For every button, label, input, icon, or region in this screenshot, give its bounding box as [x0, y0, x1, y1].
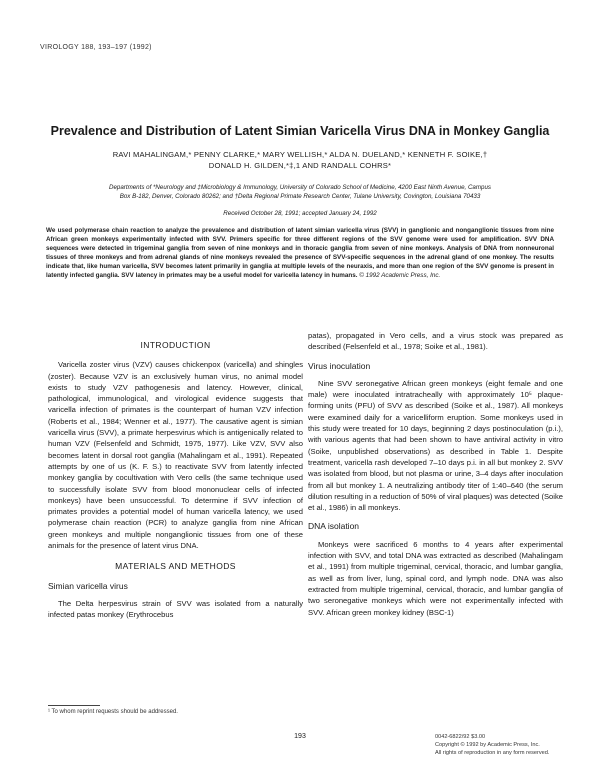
author-line-2: DONALD H. GILDEN,*‡,1 AND RANDALL COHRS* [208, 161, 392, 170]
copyright-line-2: Copyright © 1992 by Academic Press, Inc. [435, 742, 540, 748]
copyright-line-3: All rights of reproduction in any form reserved. [435, 750, 550, 756]
affiliation-line-1: Departments of *Neurology and ‡Microbiology & Immunology, University of Colorado School of Medicine, 4200 East Ninth Avenue, Campus [109, 184, 491, 191]
author-list [48, 149, 552, 171]
copyright-line-1: 0042-6822/92 $3.00 [435, 734, 486, 740]
journal-reference: VIROLOGY 188, 193–197 (1992) [40, 44, 152, 51]
right-column [308, 330, 563, 618]
article-title: Prevalence and Distribution of Latent Simian Varicella Virus DNA in Monkey Ganglia [50, 124, 550, 138]
received-date: Received October 28, 1991; accepted January 24, 1992 [223, 210, 377, 217]
footnote: ¹ To whom reprint requests should be addressed. [48, 709, 178, 715]
simian-virus-subheading: Simian varicella virus [48, 580, 128, 591]
author-line-1: RAVI MAHALINGAM,* PENNY CLARKE,* MARY WELLISH,* ALDA N. DUELAND,* KENNETH F. SOIKE,† [112, 150, 488, 159]
page-number: 193 [294, 733, 306, 740]
continued-paragraph: patas), propagated in Vero cells, and a virus stock was prepared as described (Felsenfeld et al., 1978; Soike et al., 1981). [308, 331, 563, 352]
simian-virus-paragraph: The Delta herpesvirus strain of SVV was isolated from a naturally infected patas monkey (Erythrocebus [48, 598, 303, 620]
left-column [48, 330, 303, 621]
virus-inoculation-subheading: Virus inoculation [308, 360, 371, 371]
methods-heading: MATERIALS AND METHODS [115, 561, 236, 572]
affiliation-line-2: Box B-182, Denver, Colorado 80262; and †Delta Regional Primate Research Center, Tulane University, Covington, Louisiana 70433 [119, 193, 481, 200]
virus-inoculation-paragraph: Nine SVV seronegative African green monkeys (eight female and one male) were inoculated intratracheally with approximately 10⁵ plaque-forming units (PFU) of SVV as described (Soike et al., 1987). All monkeys were examined daily for a varicelliform eruption. Some monkeys used in this study were treated for 10 days, beginning 2 days postinoculation (p.i.), with various agents that had been shown to have antiviral activity in vitro (Soike, unpublished observations) as described in Table 1. Despite treatment, varicella rash developed 7–10 days p.i. in all but monkey 2. SVV was isolated from blood, but not plasma or urine, 3–4 days after inoculation from all but monkey 1. A neutralizing antibody titer of 1:40–640 (the serum dilution resulting in a reduction of 50% of viral plaques) was detected (Soike et al., 1986) in all monkeys. [308, 378, 563, 513]
introduction-paragraph: Varicella zoster virus (VZV) causes chickenpox (varicella) and shingles (zoster). Because VZV is an exclusively human virus, no animal model exists to study VZV pathogenesis and latency. However, clinical, pathological, immunological, and virological evidence suggests that varicella infection of primates is the counterpart of human VZV infection (Roberts et al., 1984; Wenner et al., 1977). The causative agent is simian varicella virus (SVV), a primate herpesvirus which is antigenically related to human VZV (Felsenfeld and Schmidt, 1975, 1977). Like VZV, SVV also becomes latent in dorsal root ganglia (Mahalingam et al., 1991). Repeated attempts by one of us (K. F. S.) to reactivate SVV from latently infected monkey ganglia by cocultivation with Vero cells (the same technique used to successfully isolate SVV from blood mononuclear cells of infected monkeys) have been unsuccessful. To determine if SVV infection of primates provides a potential model of human varicella latency, we used polymerase chain reaction (PCR) to analyze ganglia from nine African green monkeys and multiple nonganglionic tissues from one of these animals for the presence of latent virus DNA. [48, 360, 303, 551]
footnote-divider [48, 705, 100, 706]
abstract-copyright: © 1992 Academic Press, Inc. [359, 272, 441, 279]
introduction-heading: INTRODUCTION [140, 340, 211, 350]
copyright-notice [435, 733, 549, 757]
dna-isolation-subheading: DNA isolation [308, 521, 360, 532]
dna-isolation-paragraph: Monkeys were sacrificed 6 months to 4 years after experimental infection with SVV, and total DNA was extracted as described (Mahalingam et al., 1991) from multiple trigeminal, cervical, thoracic, and lumbar ganglia, as well as from liver, lung, spinal cord, and lymph node. DNA was also extracted from multiple trigeminal, cervical, thoracic, and lumbar ganglia of two seronegative monkeys which were not experimentally infected with SVV. African green monkey kidney (BSC-1) [308, 539, 563, 617]
abstract [46, 226, 554, 280]
abstract-text: We used polymerase chain reaction to analyze the prevalence and distribution of latent simian varicella virus (SVV) in ganglionic and nonganglionic tissues from nine African green monkeys experimentally infected with SVV. Primers specific for three different regions of the SVV genome were used for amplification. SVV DNA sequences were detected in trigeminal ganglia from seven of nine monkeys and in thoracic ganglia from seven of nine monkeys. Analysis of DNA from nonneuronal tissues of three monkeys and from adrenal glands of nine monkeys revealed the presence of SVV-specific sequences in the adrenal gland of one monkey. The results indicate that, like human varicella, SVV becomes latent primarily in ganglia at multiple levels of the neuraxis, and more than one region of the SVV genome is present in latently infected ganglia. SVV latency in primates may be a useful model for varicella latency in humans. [46, 227, 554, 279]
affiliation [36, 183, 564, 201]
